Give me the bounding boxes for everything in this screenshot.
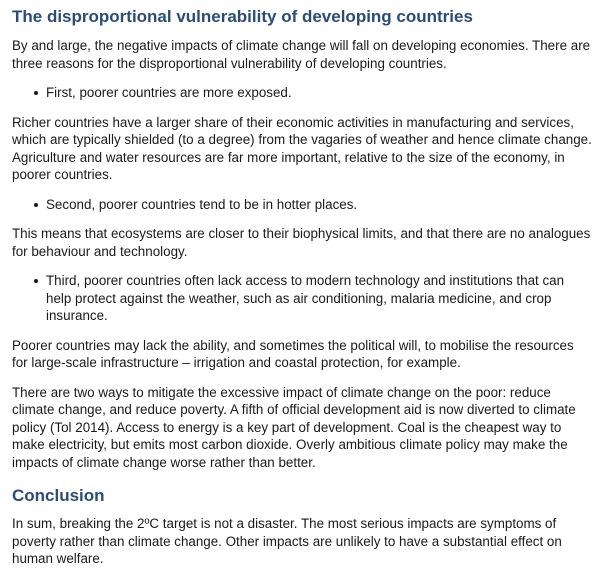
reason-list-3 [12, 272, 592, 325]
intro-paragraph: By and large, the negative impacts of climate change will fall on developing economies. There are three reasons for the disproportional vulnerability of developing countries. [12, 38, 591, 71]
bullet-technology: Third, poorer countries often lack access to modern technology and institutions that can help protect against the weather, such as air conditioning, malaria medicine, and crop insurance. [46, 272, 592, 325]
paragraph-infrastructure: Poorer countries may lack the ability, and sometimes the political will, to mobilise the resources for large-scale infrastructure – irrigation and coastal protection, for example. [12, 337, 574, 370]
section-heading: The disproportional vulnerability of developing countries [12, 7, 473, 26]
paragraph-ecosystems: This means that ecosystems are closer to their biophysical limits, and that there are no analogues for behaviour and technology. [12, 226, 591, 259]
reason-list-2 [12, 196, 592, 214]
conclusion-heading: Conclusion [12, 486, 105, 505]
bullet-hotter-places: Second, poorer countries tend to be in hotter places. [46, 196, 592, 214]
paragraph-exposure: Richer countries have a larger share of their economic activities in manufacturing and services, which are typically shielded (to a degree) from the vagaries of weather and hence climate change. Agriculture and water resources are far more important, relative to the size of the economy, in poorer countries. [12, 114, 592, 182]
bullet-exposure: First, poorer countries are more exposed. [46, 84, 592, 102]
reason-list-1 [12, 84, 592, 102]
paragraph-mitigation: There are two ways to mitigate the excessive impact of climate change on the poor: reduce climate change, and reduce poverty. A fifth of official development aid is now diverted to climate policy (Tol 2014). Access to energy is a key part of development. Coal is the cheapest way to make electricity, but emits most carbon dioxide. Overly ambitious climate policy may make the impacts of climate change worse rather than better. [12, 384, 576, 470]
conclusion-paragraph: In sum, breaking the 2ºC target is not a disaster. The most serious impacts are symptoms of poverty rather than climate change. Other impacts are unlikely to have a substantial effect on human welfare. [12, 516, 562, 566]
